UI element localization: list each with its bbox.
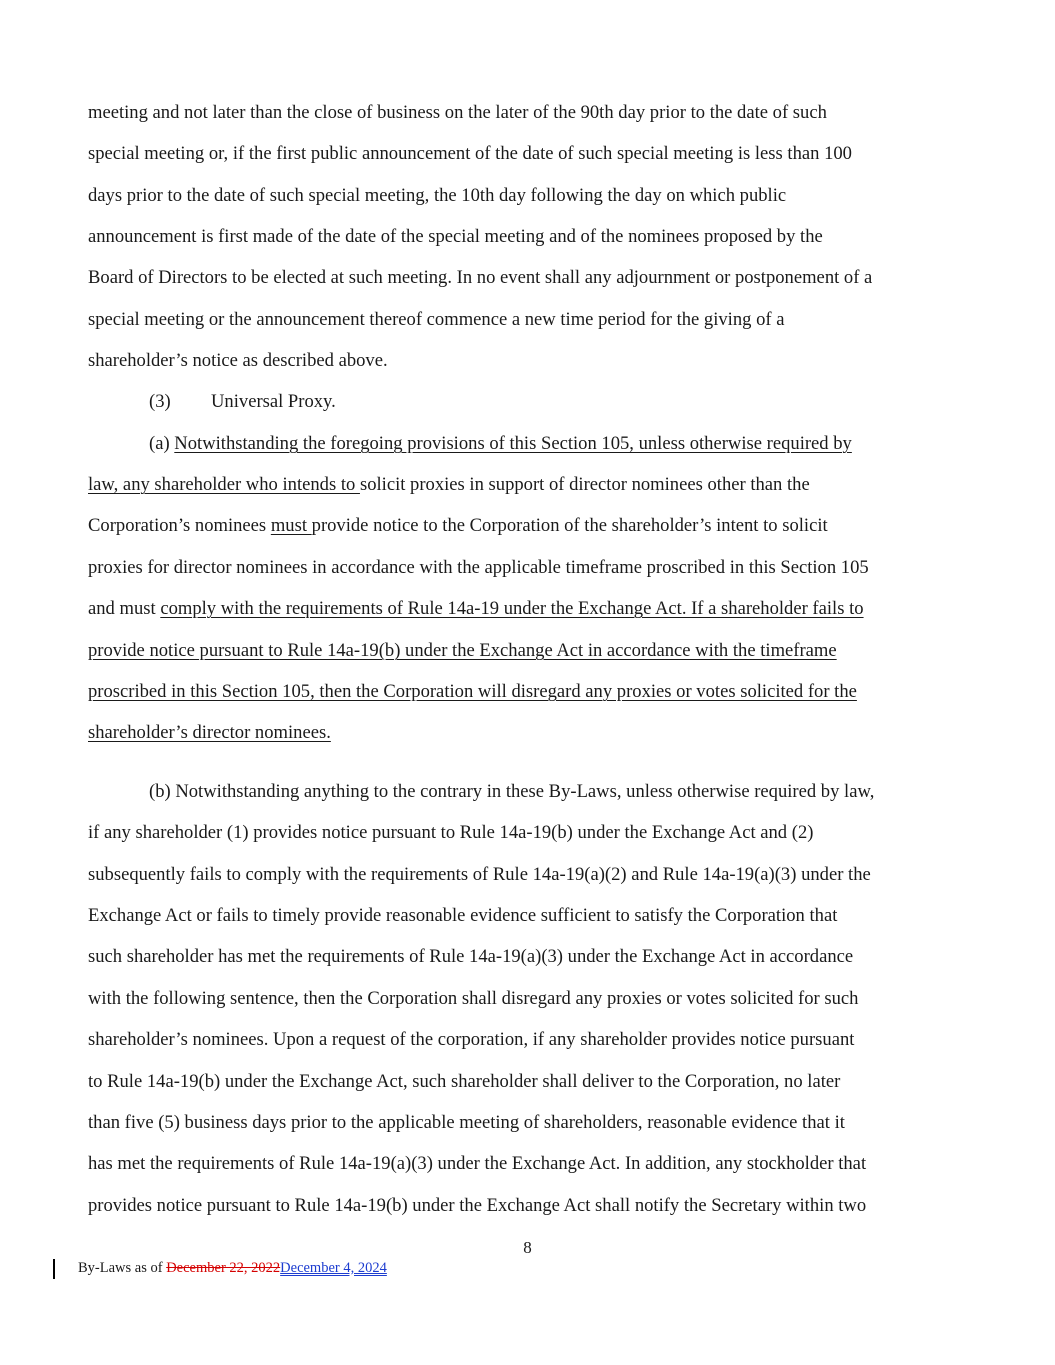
para-a-line-7: proscribed in this Section 105, then the Corporation will disregard any proxies or votes solicited for the xyxy=(88,681,857,702)
page-number: 8 xyxy=(523,1238,532,1257)
footer-prefix: By-Laws as of xyxy=(78,1260,167,1276)
para-a-line-1 xyxy=(149,432,852,456)
para-b-line: to Rule 14a-19(b) under the Exchange Act, such shareholder shall deliver to the Corporation, no later xyxy=(88,1071,841,1092)
para-a-line-6: provide notice pursuant to Rule 14a-19(b) under the Exchange Act in accordance with the timeframe xyxy=(88,640,837,661)
para-a-label: (a) xyxy=(149,433,175,454)
inserted-text: law, any shareholder who intends to xyxy=(88,474,360,495)
para-b-line: if any shareholder (1) provides notice pursuant to Rule 14a-19(b) under the Exchange Act and (2) xyxy=(88,822,814,843)
para-b-line: (b) Notwithstanding anything to the contrary in these By-Laws, unless otherwise required by law, xyxy=(149,781,875,802)
body-line: days prior to the date of such special meeting, the 10th day following the day on which public xyxy=(88,185,787,206)
inserted-text: comply with the requirements of Rule 14a-19 under the Exchange Act. If a shareholder fails to xyxy=(160,598,864,619)
inserted-text: Notwithstanding the foregoing provisions of this Section 105, unless otherwise required by xyxy=(174,433,852,454)
section-number: (3) xyxy=(149,391,171,412)
inserted-text: must xyxy=(270,515,312,536)
para-b-line: with the following sentence, then the Corporation shall disregard any proxies or votes solicited for such xyxy=(88,988,859,1009)
deleted-date: December 22, 2022 xyxy=(166,1260,281,1276)
body-line: Board of Directors to be elected at such meeting. In no event shall any adjournment or postponement of a xyxy=(88,267,873,288)
footer xyxy=(78,1260,387,1277)
section-title: Universal Proxy. xyxy=(211,391,336,412)
para-b-line: provides notice pursuant to Rule 14a-19(b) under the Exchange Act shall notify the Secretary within two xyxy=(88,1195,867,1216)
para-a-line-5 xyxy=(88,597,864,621)
body-text: solicit proxies in support of director nominees other than the xyxy=(359,474,810,495)
body-text: provide notice to the Corporation of the shareholder’s intent to solicit xyxy=(311,515,828,536)
inserted-date: December 4, 2024 xyxy=(280,1260,387,1276)
para-b-line: has met the requirements of Rule 14a-19(a)(3) under the Exchange Act. In addition, any stockholder that xyxy=(88,1153,867,1174)
body-line: special meeting or, if the first public announcement of the date of such special meeting is less than 100 xyxy=(88,143,852,164)
body-line: announcement is first made of the date of the special meeting and of the nominees proposed by the xyxy=(88,226,823,247)
body-line: meeting and not later than the close of business on the later of the 90th day prior to the date of such xyxy=(88,102,827,123)
para-a-line-3 xyxy=(88,514,828,538)
body-text: Corporation’s nominees xyxy=(88,515,271,536)
body-line: special meeting or the announcement thereof commence a new time period for the giving of a xyxy=(88,309,785,330)
para-b-line: such shareholder has met the requirements of Rule 14a-19(a)(3) under the Exchange Act in accordance xyxy=(88,946,854,967)
para-b-line: shareholder’s nominees. Upon a request of the corporation, if any shareholder provides notice pursuant xyxy=(88,1029,855,1050)
para-b-line: subsequently fails to comply with the requirements of Rule 14a-19(a)(2) and Rule 14a-19(a)(3) under the xyxy=(88,864,871,885)
para-a-line-8: shareholder’s director nominees. xyxy=(88,722,331,743)
body-line: shareholder’s notice as described above. xyxy=(88,350,388,371)
para-b-line: Exchange Act or fails to timely provide reasonable evidence sufficient to satisfy the Corporation that xyxy=(88,905,838,926)
para-b-line: than five (5) business days prior to the applicable meeting of shareholders, reasonable evidence that it xyxy=(88,1112,845,1133)
para-a-line-2 xyxy=(88,473,810,497)
change-bar xyxy=(53,1259,55,1279)
body-text: and must xyxy=(88,598,161,619)
para-a-line-4: proxies for director nominees in accordance with the applicable timeframe proscribed in this Section 105 xyxy=(88,557,869,578)
